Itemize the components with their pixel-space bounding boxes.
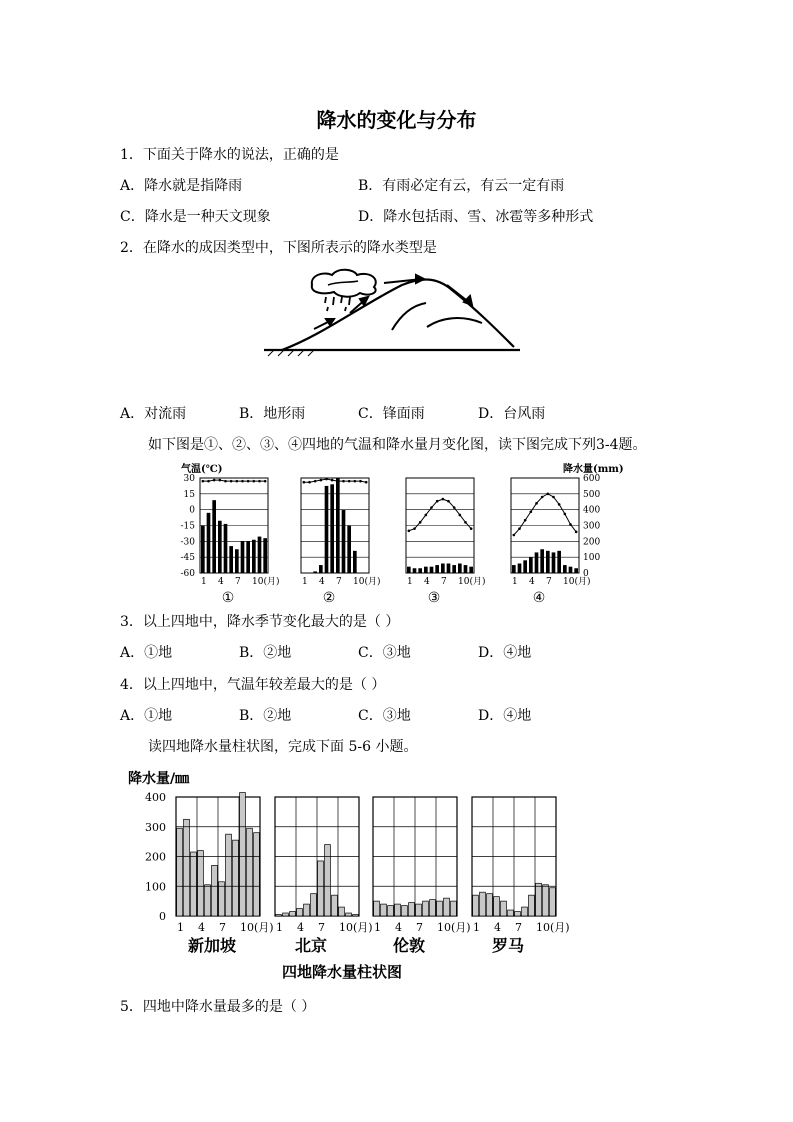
city-precip-bar xyxy=(473,895,479,916)
precip-bar xyxy=(413,568,417,573)
month-tick-label: 4 xyxy=(319,577,325,587)
month-tick-label: 1 xyxy=(201,577,207,587)
city-precip-bar xyxy=(402,906,408,916)
climate-chart xyxy=(175,460,624,608)
panel-label: ③ xyxy=(427,590,441,606)
temp-point xyxy=(513,534,516,537)
city-precip-bar xyxy=(494,897,500,916)
panel-label: ② xyxy=(322,590,336,606)
temp-point xyxy=(365,481,368,484)
temp-line xyxy=(514,494,576,535)
city-precip-bar xyxy=(233,840,239,916)
precip-bar xyxy=(512,565,516,573)
precip-bar xyxy=(563,565,567,573)
city-month-tick: 1 xyxy=(473,921,480,934)
q5-stem: 5．四地中降水量最多的是（ ） xyxy=(120,999,316,1015)
city-month-tick: 4 xyxy=(395,921,402,934)
temp-point xyxy=(230,480,233,483)
precip-bar xyxy=(464,565,468,573)
q2-option-c: C．锋面雨 xyxy=(358,406,425,422)
precip-tick-label: 0 xyxy=(583,569,589,579)
temp-tick-label: -60 xyxy=(180,569,195,579)
climate-panel-4 xyxy=(511,478,590,606)
city-name: 伦敦 xyxy=(392,936,426,955)
temp-point xyxy=(447,500,450,503)
q4-option-d: D．④地 xyxy=(478,708,532,724)
temp-tick-label: -30 xyxy=(180,537,195,548)
precip-y-tick: 300 xyxy=(145,820,166,834)
city-name: 罗马 xyxy=(491,936,525,955)
month-tick-label: 1 xyxy=(407,577,413,587)
temp-point xyxy=(547,493,550,496)
precip-bar xyxy=(224,524,228,573)
city-precip-bar xyxy=(290,912,296,916)
city-precip-bar xyxy=(444,898,450,916)
city-month-tick: 10(月) xyxy=(240,921,274,934)
month-tick-label: 10(月) xyxy=(252,577,280,587)
q1-option-a: A．降水就是指降雨 xyxy=(120,178,243,194)
city-precip-bar xyxy=(416,904,422,916)
precip-bar xyxy=(458,564,462,574)
orographic-rain-diagram xyxy=(262,265,522,360)
city-precip-bar xyxy=(522,907,528,916)
city-month-tick: 7 xyxy=(416,921,423,934)
temp-point xyxy=(207,480,210,483)
temp-point xyxy=(464,521,467,524)
city-precip-bar xyxy=(177,828,183,916)
q4-option-b: B．②地 xyxy=(239,708,292,724)
precip-y-tick: 200 xyxy=(145,850,166,864)
temp-point xyxy=(303,481,306,484)
temp-point xyxy=(413,527,416,530)
city-month-tick: 4 xyxy=(198,921,205,934)
intro-3-4: 如下图是①、②、③、④四地的气温和降水量月变化图，读下图完成下列3-4题。 xyxy=(148,437,647,453)
precip-bar xyxy=(435,565,439,573)
precip-bar xyxy=(574,568,578,573)
q1-option-c: C．降水是一种天文现象 xyxy=(120,209,271,225)
precip-bar xyxy=(241,541,245,573)
city-precip-bar xyxy=(501,901,507,916)
city-precip-bar xyxy=(508,910,514,916)
city-precip-bar xyxy=(409,903,415,916)
city-precip-bar xyxy=(276,915,282,916)
city-name: 新加坡 xyxy=(187,936,237,955)
precip-bar xyxy=(407,567,411,573)
precip-bar xyxy=(330,484,334,573)
precip-caption: 四地降水量柱状图 xyxy=(281,963,403,981)
temp-point xyxy=(325,478,328,481)
city-month-tick: 7 xyxy=(219,921,226,934)
temp-point xyxy=(236,480,239,483)
temp-point xyxy=(425,514,428,517)
precip-bar xyxy=(552,552,556,573)
temp-tick-label: -45 xyxy=(180,553,195,564)
precip-bar xyxy=(518,564,522,574)
city-precip-bar xyxy=(529,895,535,916)
precip-bar xyxy=(229,546,233,573)
precip-bar xyxy=(313,571,317,573)
city-precip-bar xyxy=(346,913,352,916)
precip-bar xyxy=(447,564,451,574)
month-tick-label: 4 xyxy=(529,577,535,587)
q2-option-b: B．地形雨 xyxy=(239,406,306,422)
q2-stem: 2．在降水的成因类型中，下图所表示的降水类型是 xyxy=(120,240,437,256)
precip-bar xyxy=(342,510,346,573)
month-tick-label: 7 xyxy=(546,577,552,587)
temp-tick-label: 0 xyxy=(189,505,195,516)
climate-panel-1 xyxy=(200,478,279,606)
city-precip-bar xyxy=(395,904,401,916)
city-month-tick: 4 xyxy=(494,921,501,934)
temp-point xyxy=(470,527,473,530)
temp-point xyxy=(258,480,261,483)
temp-point xyxy=(337,480,340,483)
city-precip-bar xyxy=(381,904,387,916)
temp-point xyxy=(453,506,456,509)
temp-point xyxy=(541,496,544,499)
city-panel-3 xyxy=(373,797,471,955)
month-tick-label: 7 xyxy=(336,577,342,587)
precip-bar xyxy=(441,564,445,574)
city-month-tick: 10(月) xyxy=(536,921,570,934)
city-precip-bar xyxy=(254,833,260,916)
temp-point xyxy=(320,479,323,482)
precip-chart xyxy=(120,765,580,990)
precip-bar xyxy=(252,540,256,573)
q3-option-b: B．②地 xyxy=(239,645,292,661)
city-precip-bar xyxy=(451,901,457,916)
precip-bar xyxy=(424,567,428,573)
temp-line xyxy=(304,479,366,482)
precip-bar xyxy=(246,541,250,573)
city-month-tick: 1 xyxy=(177,921,184,934)
precip-y-tick: 400 xyxy=(145,791,166,804)
city-month-tick: 10(月) xyxy=(437,921,471,934)
q1-stem: 1．下面关于降水的说法，正确的是 xyxy=(120,147,339,163)
precip-bar xyxy=(546,551,550,573)
panel-label: ④ xyxy=(532,590,546,606)
month-tick-label: 10(月) xyxy=(563,577,591,587)
city-precip-bar xyxy=(543,885,549,916)
city-panel-2 xyxy=(275,797,373,955)
city-panel-1 xyxy=(176,793,274,955)
precip-tick-label: 600 xyxy=(583,474,601,484)
q2-option-d: D．台风雨 xyxy=(478,406,546,422)
month-tick-label: 4 xyxy=(218,577,224,587)
precip-bar xyxy=(418,568,422,573)
temp-point xyxy=(535,502,538,505)
q1-option-b: B．有雨必定有云，有云一定有雨 xyxy=(358,178,565,194)
temp-point xyxy=(408,529,411,532)
precip-bar xyxy=(347,526,351,574)
month-tick-label: 7 xyxy=(235,577,241,587)
temp-point xyxy=(264,480,267,483)
temp-point xyxy=(530,510,533,513)
q2-option-a: A．对流雨 xyxy=(120,406,187,422)
city-month-tick: 1 xyxy=(374,921,381,934)
precip-tick-label: 500 xyxy=(583,489,601,500)
city-month-tick: 10(月) xyxy=(339,921,373,934)
temp-point xyxy=(219,479,222,482)
precip-y-tick: 100 xyxy=(145,880,166,894)
temp-tick-label: -15 xyxy=(180,521,195,532)
precip-bar xyxy=(353,551,357,573)
city-precip-bar xyxy=(550,888,556,916)
temp-point xyxy=(552,496,555,499)
temp-point xyxy=(575,531,578,534)
city-precip-bar xyxy=(304,904,310,916)
city-precip-bar xyxy=(339,907,345,916)
city-precip-bar xyxy=(318,861,324,916)
precip-bar xyxy=(319,565,323,573)
climate-panel-3 xyxy=(406,478,485,606)
precip-bar xyxy=(452,565,456,573)
temp-tick-label: 15 xyxy=(183,489,195,500)
precip-bar xyxy=(336,478,340,573)
city-precip-bar xyxy=(297,909,303,916)
temp-point xyxy=(518,527,521,530)
city-precip-bar xyxy=(212,865,218,916)
city-precip-bar xyxy=(388,906,394,916)
temp-point xyxy=(524,519,527,522)
city-panel-4 xyxy=(472,797,570,955)
temp-point xyxy=(253,480,256,483)
precip-bar xyxy=(469,567,473,573)
city-precip-bar xyxy=(480,892,486,916)
city-precip-bar xyxy=(283,913,289,916)
precip-tick-label: 300 xyxy=(583,521,601,532)
precip-bar xyxy=(540,549,544,573)
city-precip-bar xyxy=(515,912,521,916)
temp-point xyxy=(558,503,561,506)
temp-point xyxy=(419,521,422,524)
temp-point xyxy=(348,480,351,483)
month-tick-label: 4 xyxy=(424,577,430,587)
month-tick-label: 7 xyxy=(441,577,447,587)
temp-point xyxy=(314,480,317,483)
q4-option-a: A．①地 xyxy=(120,708,173,724)
q4-stem: 4．以上四地中，气温年较差最大的是（ ） xyxy=(120,677,386,693)
precip-axis-label: 降水量(mm) xyxy=(563,464,624,475)
month-tick-label: 1 xyxy=(302,577,308,587)
temp-point xyxy=(224,480,227,483)
q3-stem: 3．以上四地中，降水季节变化最大的是（ ） xyxy=(120,614,400,630)
q3-option-c: C．③地 xyxy=(358,645,411,661)
city-precip-bar xyxy=(184,819,190,916)
city-precip-bar xyxy=(353,915,359,916)
temp-point xyxy=(342,480,345,483)
temp-point xyxy=(359,480,362,483)
temp-point xyxy=(354,480,357,483)
precip-bar xyxy=(218,521,222,573)
temp-point xyxy=(241,480,244,483)
city-precip-bar xyxy=(430,900,436,916)
q4-option-c: C．③地 xyxy=(358,708,411,724)
precip-bar xyxy=(212,500,216,573)
precip-bar xyxy=(557,551,561,573)
city-precip-bar xyxy=(437,901,443,916)
temp-point xyxy=(202,480,205,483)
intro-5-6: 读四地降水量柱状图，完成下面 5-6 小题。 xyxy=(148,739,418,755)
city-precip-bar xyxy=(536,883,542,916)
precip-bar xyxy=(325,486,329,573)
panel-label: ① xyxy=(221,590,235,606)
temp-point xyxy=(459,514,462,517)
temp-axis-label: 气温(℃) xyxy=(181,464,223,475)
temp-line xyxy=(203,480,265,481)
q3-option-a: A．①地 xyxy=(120,645,173,661)
q3-option-d: D．④地 xyxy=(478,645,532,661)
climate-panel-2 xyxy=(301,478,380,606)
q1-option-d: D．降水包括雨、雪、冰雹等多种形式 xyxy=(358,209,594,225)
precip-tick-label: 400 xyxy=(583,505,601,516)
temp-point xyxy=(436,500,439,503)
temp-tick-label: 30 xyxy=(183,474,195,484)
city-precip-bar xyxy=(205,885,211,916)
city-precip-bar xyxy=(247,828,253,916)
precip-bar xyxy=(263,538,267,573)
precip-bar xyxy=(235,549,239,573)
city-precip-bar xyxy=(311,894,317,916)
city-month-tick: 7 xyxy=(318,921,325,934)
city-name: 北京 xyxy=(294,936,328,955)
temp-point xyxy=(564,513,567,516)
city-precip-bar xyxy=(240,793,246,916)
city-precip-bar xyxy=(325,845,331,916)
city-precip-bar xyxy=(198,851,204,916)
temp-line xyxy=(409,499,471,531)
city-month-tick: 1 xyxy=(276,921,283,934)
temp-point xyxy=(247,480,250,483)
temp-point xyxy=(213,479,216,482)
city-month-tick: 7 xyxy=(515,921,522,934)
city-precip-bar xyxy=(487,894,493,916)
month-tick-label: 10(月) xyxy=(353,577,381,587)
city-precip-bar xyxy=(423,901,429,916)
precip-tick-label: 200 xyxy=(583,537,601,548)
city-precip-bar xyxy=(226,834,232,916)
precip-bar xyxy=(201,526,205,574)
precip-bar xyxy=(430,567,434,573)
page-title: 降水的变化与分布 xyxy=(316,108,477,132)
month-tick-label: 1 xyxy=(512,577,518,587)
precip-tick-label: 100 xyxy=(583,553,601,564)
precip-bar xyxy=(523,560,527,573)
city-month-tick: 4 xyxy=(297,921,304,934)
month-tick-label: 10(月) xyxy=(458,577,486,587)
precip-bar xyxy=(258,537,262,573)
precip-bar xyxy=(569,567,573,573)
city-precip-bar xyxy=(332,895,338,916)
temp-point xyxy=(331,479,334,482)
temp-point xyxy=(430,506,433,509)
city-precip-bar xyxy=(191,852,197,916)
city-precip-bar xyxy=(219,882,225,916)
precip-bar xyxy=(529,557,533,573)
city-precip-bar xyxy=(374,901,380,916)
temp-point xyxy=(308,481,311,484)
precip-bar xyxy=(207,513,211,573)
precip-y-tick: 0 xyxy=(159,910,166,923)
precip-ylabel: 降水量/㎜ xyxy=(128,771,190,787)
temp-point xyxy=(569,523,572,526)
temp-point xyxy=(442,498,445,501)
precip-bar xyxy=(535,552,539,573)
